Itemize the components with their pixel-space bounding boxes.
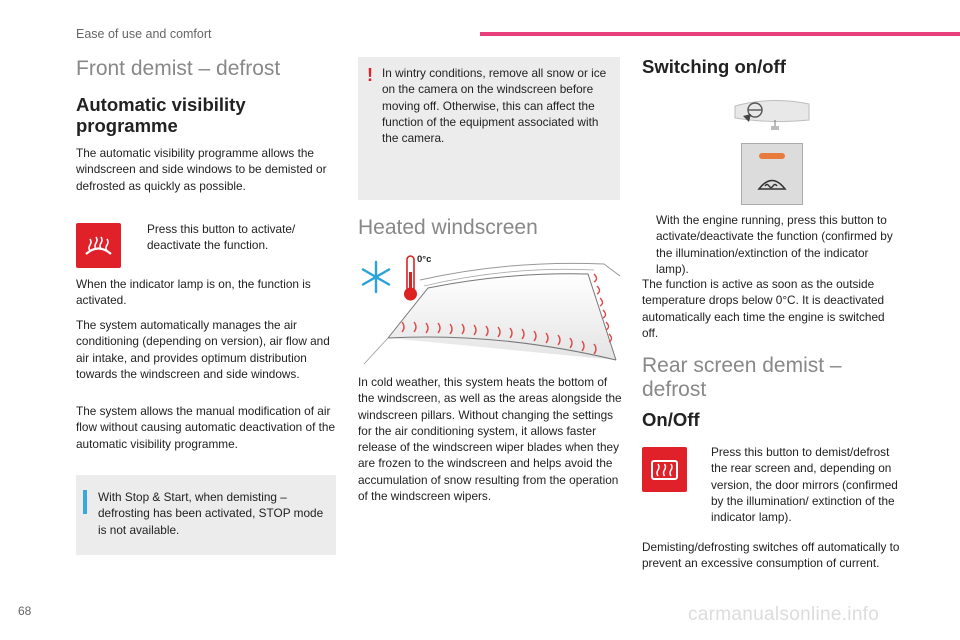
- lamp-paragraph: When the indicator lamp is on, the function is activated.: [76, 277, 311, 308]
- rear-press-text: Press this button to demist/defrost the rear screen and, depending on version, the door mirrors (confirmed by the illumination/ extinction of the indicator lamp).: [711, 445, 898, 525]
- bullet-marker: [642, 212, 656, 277]
- warning-box: [358, 57, 620, 200]
- heated-windscreen-illustration: [358, 252, 620, 366]
- front-demist-title: Front demist – defrost: [76, 57, 281, 80]
- info-text: With Stop & Start, when demisting – defrosting has been activated, STOP mode is not available.: [98, 490, 324, 537]
- front-demist-button[interactable]: [76, 223, 121, 268]
- onoff-heading: On/Off: [642, 409, 700, 430]
- bullet-marker: [697, 444, 711, 525]
- mirror-illustration: [733, 98, 811, 136]
- rear-press-bullet: [697, 444, 907, 525]
- page-number: 68: [18, 604, 32, 618]
- rear-demist-button[interactable]: [642, 447, 687, 492]
- press-text: Press this button to activate/ deactivate the function.: [147, 222, 296, 253]
- warning-text: In wintry conditions, remove all snow or ice on the camera on the windscreen before moving off. Otherwise, this can affect the function of the equipment associated with the camera.: [382, 66, 607, 146]
- heated-windscreen-title: Heated windscreen: [358, 216, 538, 239]
- rear-demist-icon: [642, 447, 687, 492]
- warning-icon: !: [367, 65, 373, 85]
- manual-paragraph: The system allows the manual modification of air flow without causing automatic deactivation of the automatic visibility programme.: [76, 404, 336, 451]
- rear-demist-title: Rear screen demist – defrost: [642, 354, 842, 401]
- header-accent-bar: [480, 32, 960, 36]
- front-demist-icon: [76, 223, 121, 268]
- temperature-label: 0°c: [417, 254, 432, 265]
- switching-title: Switching on/off: [642, 56, 786, 77]
- manages-paragraph: The system automatically manages the air conditioning (depending on version), air flow and air intake, and provides optimum distribution towards the windscreen and side windows.: [76, 318, 330, 381]
- heated-windscreen-description: In cold weather, this system heats the bottom of the windscreen, as well as the areas alongside the windscreen pillars. Without changing the settings for the air conditioning system, it allows faster release of the windscreen wiper blades when they are frozen to the windscreen and helps avoid the accumulation of snow resulting from the operation of the windscreen wipers.: [358, 375, 622, 503]
- bullet-marker: [133, 221, 147, 254]
- thermometer-icon: [404, 256, 417, 301]
- engine-bullet: [642, 212, 904, 277]
- info-icon: [83, 490, 87, 514]
- intro-paragraph: The automatic visibility programme allows the windscreen and side windows to be demisted or defrosted as quickly as possible.: [76, 146, 327, 193]
- engine-bullet-text: With the engine running, press this button to activate/deactivate the function (confirmed by the illumination/extinction of the indicator lamp).: [656, 213, 893, 276]
- watermark: carmanualsonline.info: [688, 604, 880, 625]
- indicator-lamp: [759, 153, 785, 159]
- heated-windscreen-icon: [756, 168, 788, 194]
- press-bullet: [133, 221, 333, 254]
- active-paragraph: The function is active as soon as the outside temperature drops below 0°C. It is deactivated automatically each time the engine is switched off.: [642, 277, 885, 340]
- automatic-visibility-heading: Automatic visibility programme: [76, 94, 246, 136]
- section-header: Ease of use and comfort: [76, 27, 212, 41]
- snowflake-icon: [363, 262, 389, 292]
- heated-windscreen-button[interactable]: [741, 143, 803, 205]
- auto-off-paragraph: Demisting/defrosting switches off automatically to prevent an excessive consumption of current.: [642, 540, 900, 571]
- info-box: [76, 475, 336, 555]
